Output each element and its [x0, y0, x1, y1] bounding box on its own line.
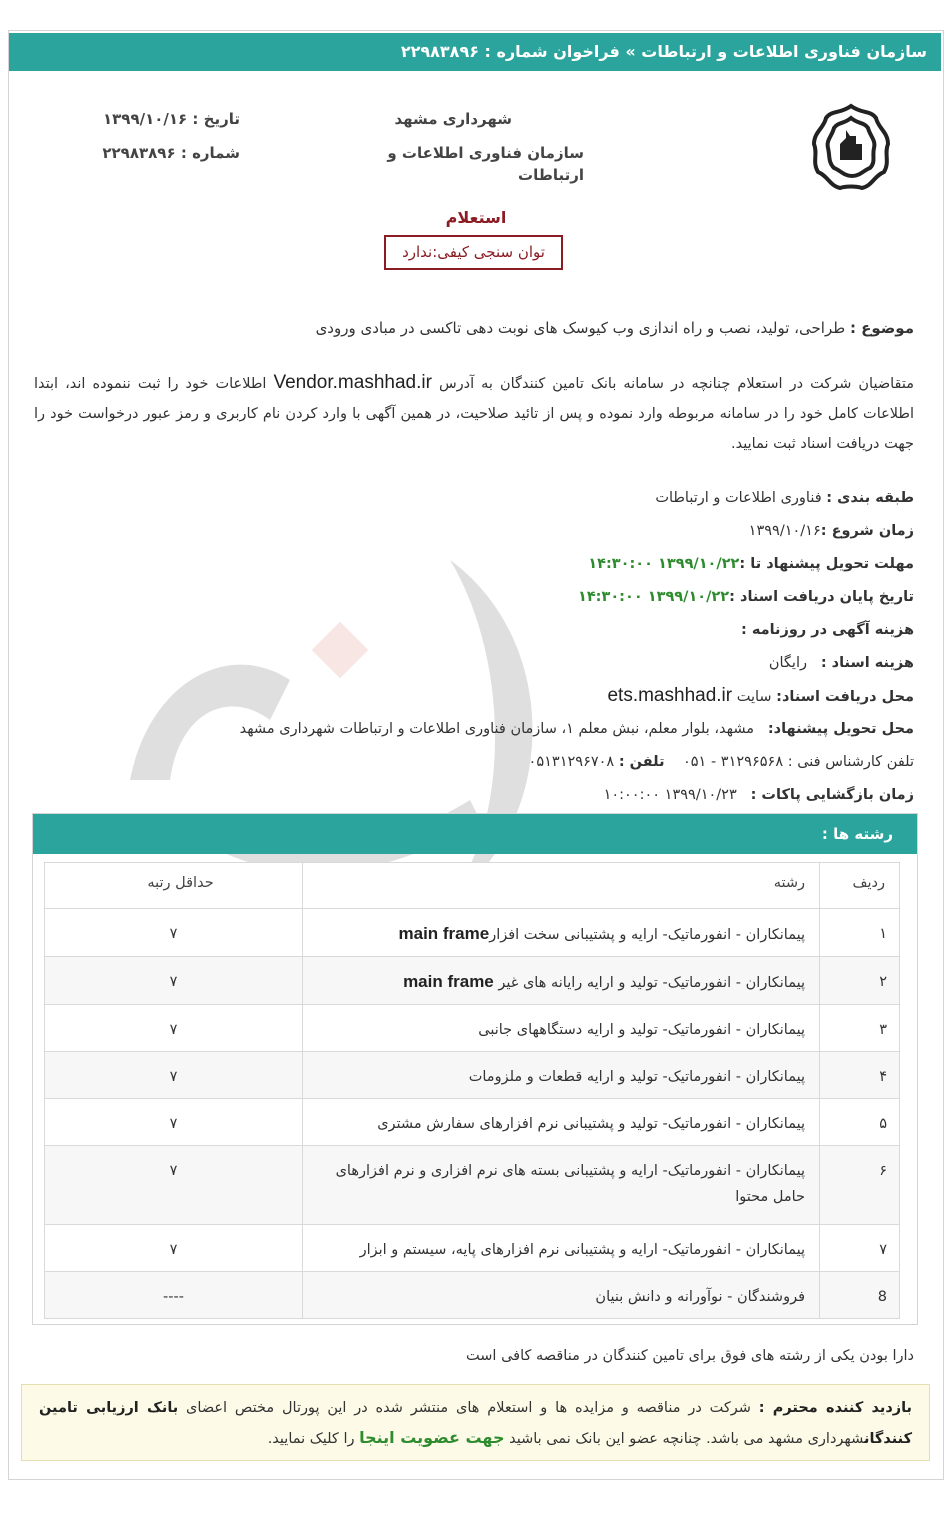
visitor-bank: بانک ارزیابی تامین کنندگان	[39, 1400, 912, 1447]
docs-end-value: ۱۳۹۹/۱۰/۲۲ ۱۴:۳۰:۰۰	[577, 589, 730, 605]
date-label: تاریخ :	[192, 110, 240, 128]
table-row	[45, 909, 900, 957]
row-num: 8	[820, 1272, 900, 1319]
table-row	[45, 1052, 900, 1099]
intro-part2: اطلاعات خود را ثبت ننموده اند، ابتدا اطلاعات کامل خود را در سامانه مربوطه وارد نموده و پس از تائید صلاحیت، در همین آگهی با وارد کردن نام کاربری و رمز عبور درخواست خود را جهت دریافت اسناد ثبت نمایید.	[34, 376, 914, 452]
visitor-text2: شهرداری مشهد می باشد. چنانچه عضو این بانک نمی باشید	[509, 1431, 865, 1447]
row-rank: ۷	[45, 1225, 303, 1272]
table-row	[45, 1099, 900, 1146]
row-field-text: پیمانکاران - انفورماتیک- ارایه و پشتیبانی سخت افزار	[489, 927, 805, 943]
row-field: پیمانکاران - انفورماتیک- ارایه و پشتیبانی نرم افزارهای پایه، سیستم و ابزار	[303, 1225, 820, 1272]
row-field-text: پیمانکاران - انفورماتیک- تولید و ارایه رایانه های غیر	[493, 975, 805, 991]
start-row	[34, 518, 914, 551]
number-value: ۲۲۹۸۳۸۹۶	[102, 144, 176, 162]
doc-cost-label: هزینه اسناد :	[820, 655, 914, 671]
date-row	[40, 108, 240, 142]
org-header	[324, 108, 584, 184]
table-row	[45, 1225, 900, 1272]
table-row	[45, 1005, 900, 1052]
row-num: ۶	[820, 1146, 900, 1225]
deliver-row	[34, 716, 914, 749]
row-rank: ۷	[45, 1005, 303, 1052]
deadline-label: مهلت تحویل پیشنهاد تا :	[739, 556, 914, 572]
category-label: طبقه بندی :	[826, 490, 914, 506]
row-rank: ۷	[45, 957, 303, 1005]
deliver-label: محل تحویل پیشنهاد:	[767, 721, 914, 737]
mashhad-municipality-logo	[806, 100, 896, 195]
row-num: ۴	[820, 1052, 900, 1099]
row-rank: ۷	[45, 1146, 303, 1225]
fields-title: رشته ها :	[33, 814, 917, 854]
phone-row	[34, 749, 914, 782]
row-num: ۱	[820, 909, 900, 957]
row-field-extra: main frame	[398, 924, 490, 943]
category-row	[34, 485, 914, 518]
receive-site-link[interactable]: ets.mashhad.ir	[607, 685, 733, 706]
row-field	[303, 909, 820, 957]
row-field: پیمانکاران - انفورماتیک- تولید و ارایه دستگاههای جانبی	[303, 1005, 820, 1052]
start-value: ۱۳۹۹/۱۰/۱۶	[748, 523, 821, 539]
ad-cost-label: هزینه آگهی در روزنامه :	[740, 622, 914, 638]
organization-name: سازمان فناوری اطلاعات و ارتباطات	[387, 144, 584, 184]
row-field: پیمانکاران - انفورماتیک- ارایه و پشتیبانی بسته های نرم افزاری و نرم افزارهای حامل محتوا	[303, 1146, 820, 1225]
number-row	[40, 142, 240, 176]
tel-label: تلفن :	[618, 754, 665, 770]
row-field: پیمانکاران - انفورماتیک- تولید و پشتیبانی نرم افزارهای سفارش مشتری	[303, 1099, 820, 1146]
visitor-label: بازدید کننده محترم :	[758, 1400, 913, 1416]
docs-end-row	[34, 584, 914, 617]
row-field-extra: main frame	[403, 972, 494, 991]
doc-meta	[40, 108, 240, 176]
membership-link[interactable]: جهت عضویت اینجا	[359, 1428, 505, 1447]
visitor-text3: را کلیک نمایید.	[267, 1431, 355, 1447]
receive-row	[34, 683, 914, 716]
row-rank: ----	[45, 1272, 303, 1319]
subject-line	[34, 316, 914, 340]
visitor-text1: شرکت در مناقصه و مزایده ها و استعلام های منتشر شده در این پورتال مختص اعضای	[186, 1400, 751, 1416]
header-rank: حداقل رتبه	[45, 863, 303, 909]
opening-row	[34, 782, 914, 815]
row-num: ۳	[820, 1005, 900, 1052]
start-label: زمان شروع :	[820, 523, 914, 539]
row-rank: ۷	[45, 1099, 303, 1146]
row-rank: ۷	[45, 1052, 303, 1099]
fields-note: دارا بودن یکی از رشته های فوق برای تامین کنندگان در مناقصه کافی است	[466, 1348, 914, 1364]
date-value: ۱۳۹۹/۱۰/۱۶	[102, 110, 188, 128]
header-title: سازمان فناوری اطلاعات و ارتباطات » فراخوان شماره : ۲۲۹۸۳۸۹۶	[9, 33, 941, 71]
subject-label: موضوع :	[849, 319, 914, 337]
docs-end-label: تاریخ پایان دریافت اسناد :	[729, 589, 914, 605]
phone-value: ۳۱۲۹۶۵۶۸ - ۰۵۱	[682, 754, 784, 770]
header-num: ردیف	[820, 863, 900, 909]
phone-label: تلفن کارشناس فنی :	[787, 754, 914, 770]
row-num: ۵	[820, 1099, 900, 1146]
doc-cost-row	[34, 650, 914, 683]
municipality-name: شهرداری مشهد	[394, 110, 512, 128]
info-list	[34, 485, 914, 815]
row-field	[303, 957, 820, 1005]
document-type: استعلام	[445, 208, 507, 227]
number-label: شماره :	[180, 144, 240, 162]
deliver-value: مشهد، بلوار معلم، نبش معلم ۱، سازمان فناوری اطلاعات و ارتباطات شهرداری مشهد	[239, 721, 755, 737]
row-field: فروشندگان - نوآورانه و دانش بنیان	[303, 1272, 820, 1319]
fields-header-row	[45, 863, 900, 909]
subject-text: طراحی، تولید، نصب و راه اندازی وب کیوسک های نوبت دهی تاکسی در مبادی ورودی	[315, 319, 846, 337]
intro-part1: متقاضیان شرکت در استعلام چنانچه در سامانه بانک تامین کنندگان به آدرس	[438, 376, 915, 392]
ad-cost-row	[34, 617, 914, 650]
row-num: ۲	[820, 957, 900, 1005]
table-row	[45, 1146, 900, 1225]
opening-label: زمان بازگشایی پاکات :	[750, 787, 914, 803]
deadline-row	[34, 551, 914, 584]
vendor-url: Vendor.mashhad.ir	[273, 372, 432, 393]
row-field: پیمانکاران - انفورماتیک- تولید و ارایه قطعات و ملزومات	[303, 1052, 820, 1099]
fields-table	[44, 862, 900, 1319]
receive-label: محل دریافت اسناد:	[776, 689, 914, 705]
quality-assessment-badge: توان سنجی کیفی:ندارد	[384, 235, 563, 270]
category-value: فناوری اطلاعات و ارتباطات	[655, 490, 822, 506]
opening-value: ۱۳۹۹/۱۰/۲۳ ۱۰:۰۰:۰۰	[603, 787, 737, 803]
doc-cost-value: رایگان	[768, 655, 807, 671]
tel-value: ۰۵۱۳۱۲۹۶۷۰۸	[528, 754, 615, 770]
intro-paragraph	[34, 368, 914, 459]
table-row	[45, 1272, 900, 1319]
deadline-value: ۱۳۹۹/۱۰/۲۲ ۱۴:۳۰:۰۰	[588, 556, 740, 572]
receive-prefix: سایت	[736, 689, 772, 705]
header-field: رشته	[303, 863, 820, 909]
visitor-notice	[21, 1384, 930, 1461]
table-row	[45, 957, 900, 1005]
row-rank: ۷	[45, 909, 303, 957]
row-num: ۷	[820, 1225, 900, 1272]
